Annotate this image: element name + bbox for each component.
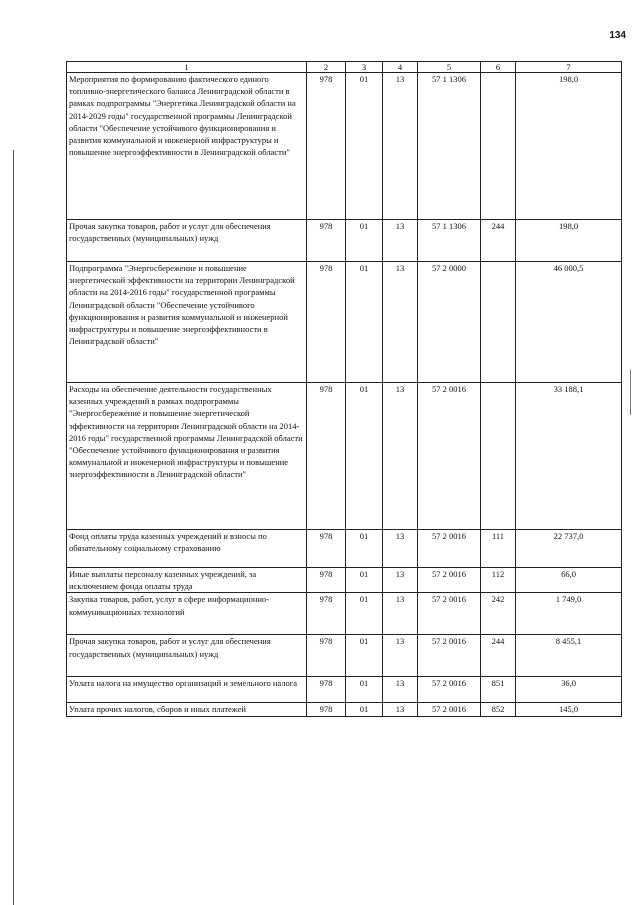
table-row (67, 703, 622, 716)
section-code: 01 (346, 262, 383, 383)
amount: 198,0 (516, 220, 622, 262)
amount: 66,0 (516, 568, 622, 593)
amount: 46 000,5 (516, 262, 622, 383)
budget-table (66, 61, 622, 717)
target-article-code: 57 1 1306 (418, 73, 481, 220)
table-row (67, 262, 622, 383)
amount: 198,0 (516, 73, 622, 220)
table-row (67, 593, 622, 635)
subsection-code: 13 (383, 530, 418, 568)
row-description: Прочая закупка товаров, работ и услуг для обеспечения государственных (муниципальных) нужд (67, 635, 307, 677)
section-code: 01 (346, 73, 383, 220)
header-col-7: 7 (516, 62, 622, 73)
amount: 1 749,0 (516, 593, 622, 635)
target-article-code: 57 2 0016 (418, 703, 481, 716)
row-description: Прочая закупка товаров, работ и услуг для обеспечения государственных (муниципальных) нужд (67, 220, 307, 262)
row-description: Уплата прочих налогов, сборов и иных платежей (67, 703, 307, 716)
target-article-code: 57 2 0000 (418, 262, 481, 383)
ministry-code: 978 (307, 593, 346, 635)
expense-type-code: 852 (481, 703, 516, 716)
section-code: 01 (346, 593, 383, 635)
target-article-code: 57 2 0016 (418, 383, 481, 530)
amount: 8 455,1 (516, 635, 622, 677)
subsection-code: 13 (383, 73, 418, 220)
scan-edge-mark (630, 370, 631, 415)
section-code: 01 (346, 220, 383, 262)
header-col-2: 2 (307, 62, 346, 73)
table-row (67, 568, 622, 593)
target-article-code: 57 1 1306 (418, 220, 481, 262)
header-row (67, 62, 622, 73)
subsection-code: 13 (383, 677, 418, 703)
page-number: 134 (609, 30, 626, 41)
row-description: Закупка товаров, работ, услуг в сфере информационно-коммуникационных технологий (67, 593, 307, 635)
section-code: 01 (346, 703, 383, 716)
expense-type-code: 111 (481, 530, 516, 568)
header-col-4: 4 (383, 62, 418, 73)
ministry-code: 978 (307, 677, 346, 703)
expense-type-code (481, 73, 516, 220)
expense-type-code: 242 (481, 593, 516, 635)
table-row (67, 73, 622, 220)
table-row (67, 530, 622, 568)
row-description: Мероприятия по формированию фактического единого топливно-энергетического баланса Ленинградской области в рамках подпрограммы "Энергетика Ленинградской области на 2014-2029 годы" государственной программы Ленинградской области "Обеспечение устойчивого функционирования и развития коммунальной и инженерной инфраструктуры и повышение энергоэффективности в Ленинградской области" (67, 73, 307, 220)
subsection-code: 13 (383, 568, 418, 593)
subsection-code: 13 (383, 262, 418, 383)
row-description: Расходы на обеспечение деятельности государственных казенных учреждений в рамках подпрограммы "Энергосбережение и повышение энергетической эффективности на территории Ленинградской области на 2014-2016 годы" государственной программы Ленинградской области "Обеспечение устойчивого функционирования и развития коммунальной и инженерной инфраструктуры и повышение энергоэффективности в Ленинградской области" (67, 383, 307, 530)
ministry-code: 978 (307, 635, 346, 677)
section-code: 01 (346, 568, 383, 593)
header-col-6: 6 (481, 62, 516, 73)
row-description: Иные выплаты персоналу казенных учреждений, за исключением фонда оплаты труда (67, 568, 307, 593)
header-col-3: 3 (346, 62, 383, 73)
ministry-code: 978 (307, 73, 346, 220)
target-article-code: 57 2 0016 (418, 530, 481, 568)
table-row (67, 677, 622, 703)
scan-margin-line (13, 150, 14, 905)
target-article-code: 57 2 0016 (418, 635, 481, 677)
amount: 145,0 (516, 703, 622, 716)
section-code: 01 (346, 635, 383, 677)
ministry-code: 978 (307, 530, 346, 568)
expense-type-code (481, 383, 516, 530)
ministry-code: 978 (307, 262, 346, 383)
expense-type-code: 244 (481, 635, 516, 677)
ministry-code: 978 (307, 220, 346, 262)
expense-type-code: 851 (481, 677, 516, 703)
subsection-code: 13 (383, 703, 418, 716)
ministry-code: 978 (307, 703, 346, 716)
subsection-code: 13 (383, 593, 418, 635)
subsection-code: 13 (383, 635, 418, 677)
amount: 22 737,0 (516, 530, 622, 568)
table-row (67, 383, 622, 530)
amount: 36,0 (516, 677, 622, 703)
table-row (67, 635, 622, 677)
row-description: Фонд оплаты труда казенных учреждений и взносы по обязательному социальному страхованию (67, 530, 307, 568)
ministry-code: 978 (307, 568, 346, 593)
target-article-code: 57 2 0016 (418, 593, 481, 635)
target-article-code: 57 2 0016 (418, 568, 481, 593)
amount: 33 188,1 (516, 383, 622, 530)
target-article-code: 57 2 0016 (418, 677, 481, 703)
subsection-code: 13 (383, 220, 418, 262)
expense-type-code: 244 (481, 220, 516, 262)
section-code: 01 (346, 530, 383, 568)
row-description: Подпрограмма "Энергосбережение и повышение энергетической эффективности на территории Ленинградской области на 2014-2016 годы" государственной программы Ленинградской области "Обеспечение устойчивого функционирования и развития коммунальной и инженерной инфраструктуры и повышение энергоэффективности в Ленинградской области" (67, 262, 307, 383)
ministry-code: 978 (307, 383, 346, 530)
subsection-code: 13 (383, 383, 418, 530)
expense-type-code (481, 262, 516, 383)
row-description: Уплата налога на имущество организаций и земельного налога (67, 677, 307, 703)
section-code: 01 (346, 677, 383, 703)
header-col-5: 5 (418, 62, 481, 73)
table-row (67, 220, 622, 262)
expense-type-code: 112 (481, 568, 516, 593)
header-col-1: 1 (67, 62, 307, 73)
section-code: 01 (346, 383, 383, 530)
